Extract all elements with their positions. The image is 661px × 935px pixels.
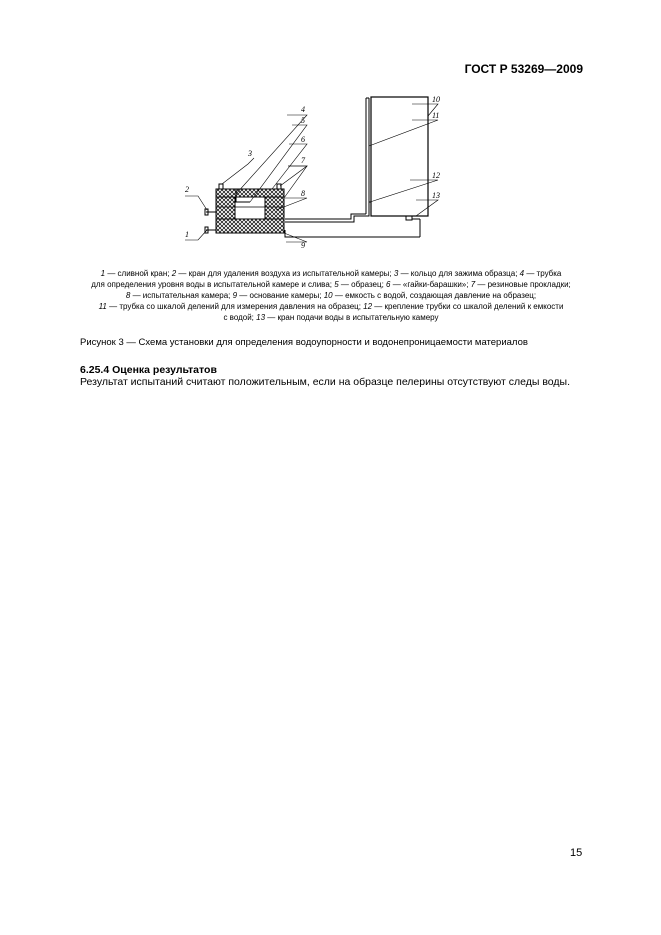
label-3: 3 xyxy=(248,149,252,158)
label-10: 10 xyxy=(432,95,440,104)
legend-line-1: 1 — сливной кран; 2 — кран для удаления воздуха из испытательной камеры; 3 — кольцо для зажима образца; 4 — трубка xyxy=(100,269,562,278)
diagram-svg xyxy=(180,92,490,257)
figure-caption: Рисунок 3 — Схема установки для определения водоупорности и водонепроницаемости материалов xyxy=(80,337,528,348)
test-chamber-top xyxy=(216,189,284,197)
figure-legend xyxy=(56,268,606,323)
clamp-knob-left xyxy=(219,184,223,189)
valve-13 xyxy=(406,216,412,220)
label-7: 7 xyxy=(301,156,305,165)
clamp-knob-right xyxy=(277,184,281,189)
label-13: 13 xyxy=(432,191,440,200)
label-12: 12 xyxy=(432,171,440,180)
label-6: 6 xyxy=(301,135,305,144)
legend-line-5: с водой; 13 — кран подачи воды в испытательную камеру xyxy=(223,313,439,322)
section-body-text: Результат испытаний считают положительным, если на образце пелерины отсутствуют следы воды. xyxy=(80,376,570,388)
test-setup-diagram xyxy=(180,92,490,257)
legend-line-4: 11 — трубка со шкалой делений для измерения давления на образец; 12 — крепление трубки со шкалой делений к емкости xyxy=(98,302,564,311)
page-number: 15 xyxy=(570,847,583,859)
label-4: 4 xyxy=(301,105,305,114)
test-chamber-inner xyxy=(235,197,265,219)
label-2: 2 xyxy=(185,185,189,194)
label-5: 5 xyxy=(301,116,305,125)
legend-line-2: для определения уровня воды в испытательной камере и слива; 5 — образец; 6 — «гайки-барашки»; 7 — резиновые прокладки; xyxy=(91,280,571,289)
label-9: 9 xyxy=(301,241,305,250)
label-1: 1 xyxy=(185,230,189,239)
water-tank xyxy=(371,97,428,216)
legend-line-3: 8 — испытательная камера; 9 — основание камеры; 10 — емкость с водой, создающая давление на образец; xyxy=(125,291,537,300)
document-standard-number: ГОСТ Р 53269—2009 xyxy=(464,62,583,76)
section-heading: 6.25.4 Оценка результатов xyxy=(80,364,217,376)
chamber-base xyxy=(216,219,284,233)
test-chamber-left xyxy=(216,197,235,219)
label-11: 11 xyxy=(432,111,440,120)
label-8: 8 xyxy=(301,189,305,198)
